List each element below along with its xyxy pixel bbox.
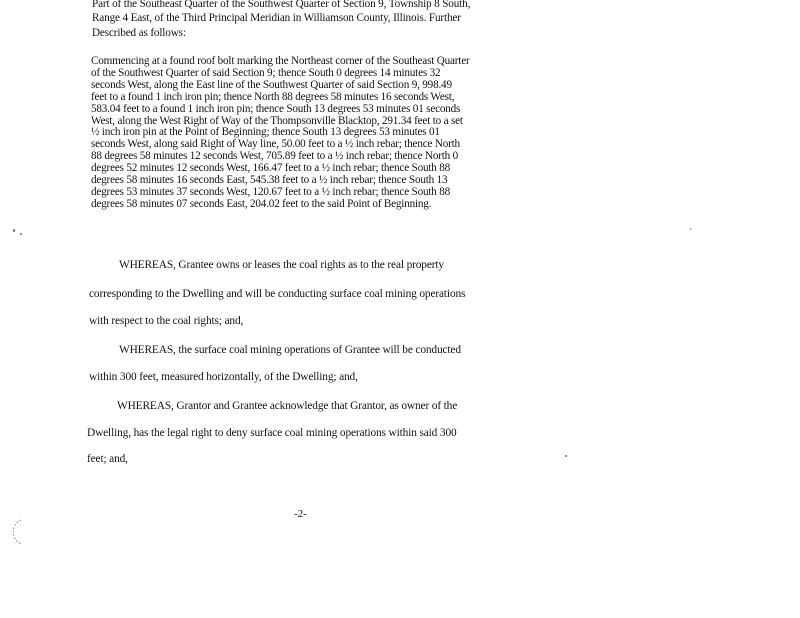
recital-1-line-3: with respect to the coal rights; and, — [89, 315, 244, 327]
recital-1-line-2: corresponding to the Dwelling and will be conducting surface coal mining operations — [89, 288, 466, 300]
recital-2-line-1: WHEREAS, the surface coal mining operations of Grantee will be conducted — [119, 344, 461, 356]
scan-speck — [565, 455, 567, 457]
page-number: -2- — [294, 508, 307, 520]
recital-1-line-1: WHEREAS, Grantee owns or leases the coal rights as to the real property — [119, 259, 444, 271]
recital-3-line-1: WHEREAS, Grantor and Grantee acknowledge that Grantor, as owner of the — [117, 400, 458, 412]
scan-speck — [13, 229, 15, 232]
recital-3-line-2: Dwelling, has the legal right to deny surface coal mining operations within said 300 — [87, 427, 457, 439]
scan-artifact-curve — [8, 518, 28, 546]
recital-2-line-2: within 300 feet, measured horizontally, of the Dwelling; and, — [89, 371, 358, 383]
legal-description-paragraph: Commencing at a found roof bolt marking the Northeast corner of the Southeast Quarter of the Southwest Quarter of said Section 9; thence South 0 degrees 14 minutes 32 seconds West, along the East line of the Southwest Quarter of said Section 9, 998.49 feet to a found 1 inch iron pin; thence North 88 degrees 58 minutes 16 seconds West, 583.04 feet to a found 1 inch iron pin; thence South 13 degrees 53 minutes 01 seconds West, along the West Right of Way of the Thompsonville Blacktop, 291.34 feet to a set ½ inch iron pin at the Point of Beginning; thence South 13 degrees 53 minutes 01 seconds West, along said Right of Way line, 50.00 feet to a ½ inch rebar; thence North 88 degrees 58 minutes 12 seconds West, 705.89 feet to a ½ inch rebar; thence North 0 degrees 52 minutes 12 seconds West, 166.47 feet to a ½ inch rebar; thence South 88 degrees 58 minutes 16 seconds East, 545.38 feet to a ½ inch rebar; thence South 13 degrees 53 minutes 37 seconds West, 120.67 feet to a ½ inch rebar; thence South 88 degrees 58 minutes 07 seconds East, 204.02 feet to the said Point of Beginning. — [91, 55, 470, 210]
property-intro-paragraph: Part of the Southeast Quarter of the Southwest Quarter of Section 9, Township 8 South, Range 4 East, of the Third Principal Meridian in Williamson County, Illinois. Further Described as follows: — [92, 0, 471, 39]
scan-speck — [690, 228, 691, 230]
scan-speck — [20, 233, 22, 235]
recital-3-line-3: feet; and, — [87, 453, 128, 465]
